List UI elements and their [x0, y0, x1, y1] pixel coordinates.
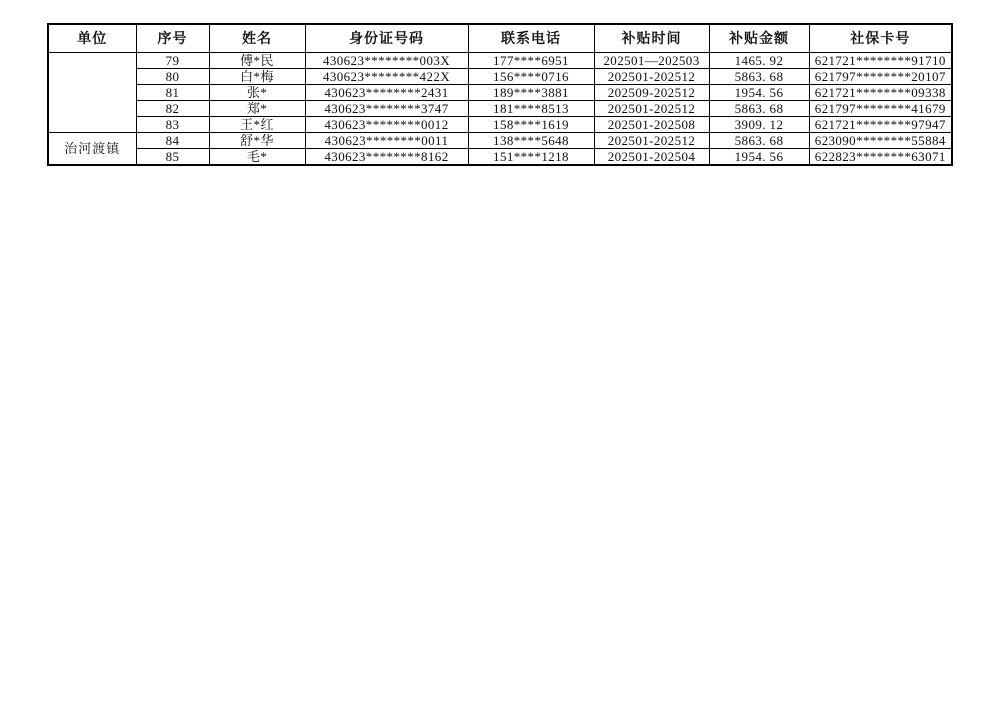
cell-phone: 189****3881 — [468, 84, 594, 100]
cell-card: 621797********41679 — [809, 100, 952, 116]
cell-id_number: 430623********003X — [305, 52, 468, 68]
column-header-name: 姓名 — [209, 24, 305, 52]
cell-name: 王*红 — [209, 116, 305, 132]
table-body — [48, 52, 952, 165]
column-header-id-number: 身份证号码 — [305, 24, 468, 52]
cell-card: 621721********97947 — [809, 116, 952, 132]
cell-card: 621721********91710 — [809, 52, 952, 68]
cell-amount: 5863. 68 — [709, 132, 809, 148]
cell-name: 郑* — [209, 100, 305, 116]
column-header-amount: 补贴金额 — [709, 24, 809, 52]
cell-id_number: 430623********2431 — [305, 84, 468, 100]
cell-id_number: 430623********8162 — [305, 148, 468, 165]
cell-seq: 85 — [136, 148, 209, 165]
cell-id_number: 430623********422X — [305, 68, 468, 84]
cell-phone: 151****1218 — [468, 148, 594, 165]
cell-period: 202501-202512 — [594, 68, 709, 84]
cell-seq: 79 — [136, 52, 209, 68]
column-header-period: 补贴时间 — [594, 24, 709, 52]
table-row — [48, 84, 952, 100]
cell-name: 白*梅 — [209, 68, 305, 84]
table-row — [48, 68, 952, 84]
cell-name: 毛* — [209, 148, 305, 165]
table-row — [48, 52, 952, 68]
cell-period: 202501—202503 — [594, 52, 709, 68]
column-header-unit: 单位 — [48, 24, 136, 52]
cell-name: 舒*华 — [209, 132, 305, 148]
table-row — [48, 116, 952, 132]
cell-phone: 158****1619 — [468, 116, 594, 132]
cell-phone: 181****8513 — [468, 100, 594, 116]
cell-period: 202501-202508 — [594, 116, 709, 132]
table-header — [48, 24, 952, 52]
cell-phone: 177****6951 — [468, 52, 594, 68]
cell-amount: 5863. 68 — [709, 100, 809, 116]
column-header-phone: 联系电话 — [468, 24, 594, 52]
cell-seq: 83 — [136, 116, 209, 132]
column-header-card: 社保卡号 — [809, 24, 952, 52]
cell-period: 202509-202512 — [594, 84, 709, 100]
table-row — [48, 132, 952, 148]
table-row — [48, 148, 952, 165]
cell-seq: 80 — [136, 68, 209, 84]
column-header-seq: 序号 — [136, 24, 209, 52]
cell-seq: 82 — [136, 100, 209, 116]
cell-amount: 3909. 12 — [709, 116, 809, 132]
subsidy-table — [47, 23, 953, 166]
cell-card: 622823********63071 — [809, 148, 952, 165]
cell-seq: 81 — [136, 84, 209, 100]
cell-period: 202501-202512 — [594, 132, 709, 148]
cell-amount: 1465. 92 — [709, 52, 809, 68]
cell-amount: 1954. 56 — [709, 84, 809, 100]
cell-unit — [48, 52, 136, 132]
cell-card: 621721********09338 — [809, 84, 952, 100]
header-row — [48, 24, 952, 52]
cell-id_number: 430623********3747 — [305, 100, 468, 116]
cell-period: 202501-202512 — [594, 100, 709, 116]
cell-period: 202501-202504 — [594, 148, 709, 165]
cell-amount: 5863. 68 — [709, 68, 809, 84]
cell-phone: 156****0716 — [468, 68, 594, 84]
cell-name: 张* — [209, 84, 305, 100]
cell-unit: 治河渡镇 — [48, 132, 136, 165]
cell-card: 621797********20107 — [809, 68, 952, 84]
table-row — [48, 100, 952, 116]
cell-id_number: 430623********0012 — [305, 116, 468, 132]
cell-id_number: 430623********0011 — [305, 132, 468, 148]
cell-name: 傅*民 — [209, 52, 305, 68]
cell-card: 623090********55884 — [809, 132, 952, 148]
cell-phone: 138****5648 — [468, 132, 594, 148]
cell-amount: 1954. 56 — [709, 148, 809, 165]
cell-seq: 84 — [136, 132, 209, 148]
